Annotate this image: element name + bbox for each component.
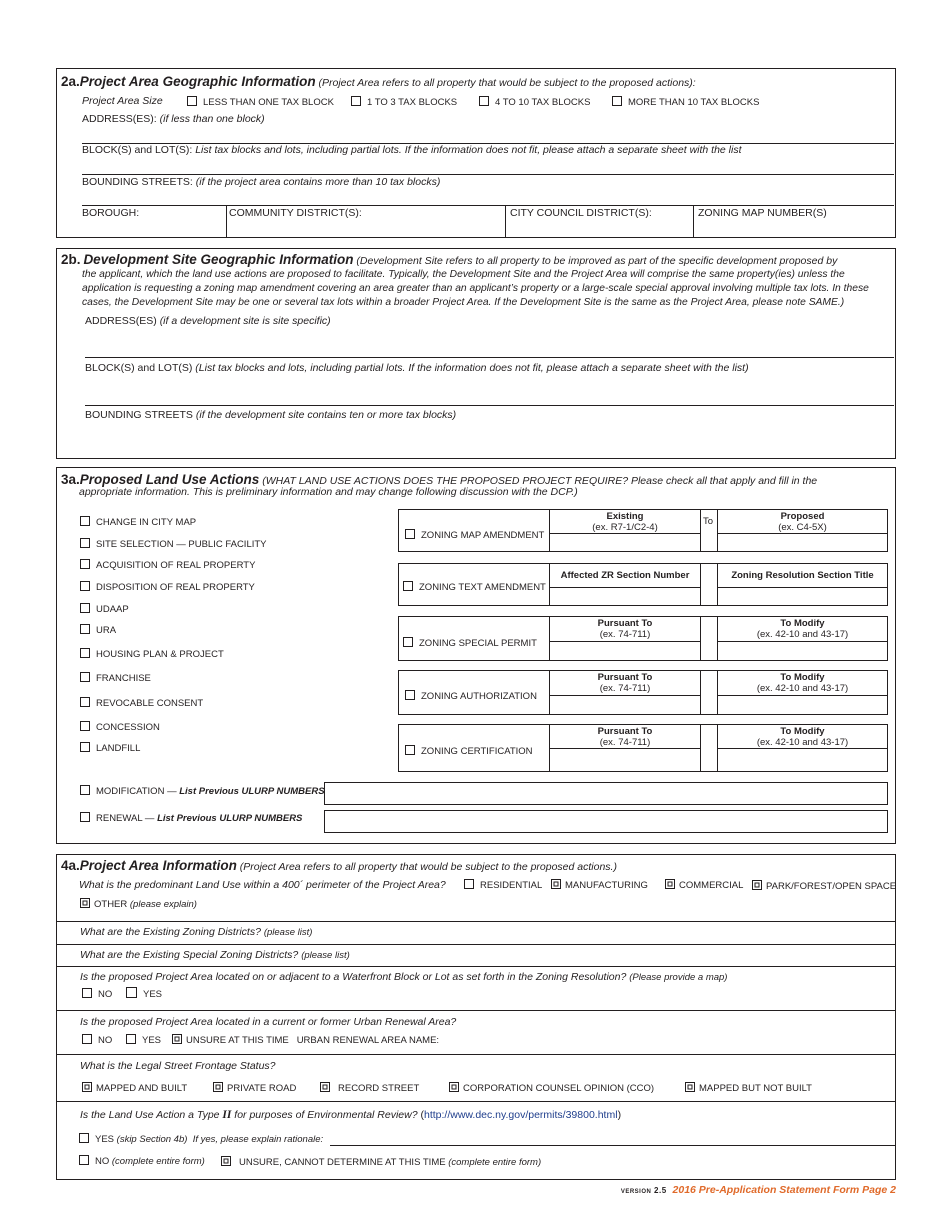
dec-permits-link[interactable]: http://www.dec.ny.gov/permits/39800.html [423, 1109, 618, 1121]
section-2b-heading: 2b. Development Site Geographic Information (Development Site refers to all property to be improved as part of the specific development proposed by [61, 252, 838, 267]
checkbox[interactable] [479, 96, 489, 106]
bounding-streets-label: BOUNDING STREETS: (if the project area contains more than 10 tax blocks) [82, 176, 441, 188]
type2-no[interactable]: NO (complete entire form) [79, 1155, 205, 1167]
size-option-1[interactable]: LESS THAN ONE TAX BLOCK [187, 96, 334, 108]
dev-address-label: ADDRESS(ES) (if a development site is site specific) [85, 315, 331, 327]
zoning-certification-option[interactable]: ZONING CERTIFICATION [405, 745, 533, 757]
action-disposition[interactable]: DISPOSITION OF REAL PROPERTY [80, 581, 255, 593]
special-permit-modify-input[interactable] [718, 642, 887, 660]
authorization-modify-input[interactable] [718, 696, 887, 714]
existing-zoning-input[interactable] [550, 534, 700, 551]
dev-address-input-line[interactable] [85, 357, 894, 358]
landuse-manufacturing[interactable]: MANUFACTURING [551, 879, 648, 891]
existing-zoning-question: What are the Existing Zoning Districts? (please list) [80, 926, 313, 938]
checkbox[interactable] [351, 96, 361, 106]
type2-unsure[interactable]: UNSURE, CANNOT DETERMINE AT THIS TIME (complete entire form) [221, 1156, 541, 1168]
zoning-authorization-option[interactable]: ZONING AUTHORIZATION [405, 690, 537, 702]
city-council-district-field[interactable]: CITY COUNCIL DISTRICT(S): [510, 207, 652, 219]
action-acquisition[interactable]: ACQUISITION OF REAL PROPERTY [80, 559, 255, 571]
section-number: 2a. [61, 74, 80, 89]
section-description: (Project Area refers to all property that would be subject to the proposed actions): [318, 77, 696, 89]
block-lot-field-label: BLOCK(S) and LOT(S): List tax blocks and lots, including partial lots. If the information does not fit, please attach a separate sheet with the list [82, 144, 742, 156]
renewal-ulurp-input[interactable] [324, 810, 888, 833]
section-title: Project Area Information [79, 858, 237, 873]
section-4a-heading: 4a.Project Area Information (Project Area refers to all property that would be subject to the proposed actions.) [61, 858, 617, 873]
renewal-yes[interactable]: YES [126, 1034, 161, 1046]
action-change-city-map[interactable]: CHANGE IN CITY MAP [80, 516, 196, 528]
type2-question: Is the Land Use Action a Type II for purposes of Environmental Review? (http://www.dec.ny.gov/permits/39800.html) [80, 1109, 622, 1121]
action-ura[interactable]: URA [80, 624, 116, 636]
section-2a-heading [61, 74, 696, 89]
street-frontage-question: What is the Legal Street Frontage Status? [80, 1060, 276, 1072]
landuse-commercial[interactable]: COMMERCIAL [665, 879, 743, 891]
page-footer [621, 1184, 896, 1196]
zoning-text-amendment-option[interactable]: ZONING TEXT AMENDMENT [403, 581, 546, 593]
size-option-4[interactable]: MORE THAN 10 TAX BLOCKS [612, 96, 759, 108]
zr-section-input[interactable] [550, 588, 700, 605]
address-field-label: ADDRESS(ES): (if less than one block) [82, 113, 265, 125]
street-mapped-built[interactable]: MAPPED AND BUILT [82, 1082, 187, 1094]
type2-yes[interactable]: YES (skip Section 4b) If yes, please explain rationale: [79, 1133, 323, 1145]
checkbox[interactable] [187, 96, 197, 106]
action-udaap[interactable]: UDAAP [80, 603, 129, 615]
street-mapped-not-built[interactable]: MAPPED BUT NOT BUILT [685, 1082, 812, 1094]
waterfront-question: Is the proposed Project Area located on or adjacent to a Waterfront Block or Lot as set forth in the Zoning Resolution? (Please provide a map) [80, 971, 728, 983]
section-title: Proposed Land Use Actions [79, 472, 260, 487]
dev-block-lot-input-line[interactable] [85, 405, 894, 406]
modification-ulurp-input[interactable] [324, 782, 888, 805]
action-concession[interactable]: CONCESSION [80, 721, 160, 733]
renewal-option[interactable]: RENEWAL — List Previous ULURP NUMBERS [80, 812, 302, 824]
landuse-residential[interactable]: RESIDENTIAL [464, 879, 542, 891]
size-option-3[interactable]: 4 TO 10 TAX BLOCKS [479, 96, 590, 108]
authorization-pursuant-input[interactable] [550, 696, 700, 714]
section-3a-heading: 3a.Proposed Land Use Actions (WHAT LAND USE ACTIONS DOES THE PROPOSED PROJECT REQUIRE? Please check all that apply and fill in the [61, 472, 818, 487]
landuse-other[interactable]: OTHER (please explain) [80, 898, 197, 910]
street-record-street[interactable]: RECORD STREET [320, 1082, 419, 1094]
zr-title-input[interactable] [718, 588, 887, 605]
dev-bounding-streets-label: BOUNDING STREETS (if the development site contains ten or more tax blocks) [85, 409, 457, 421]
proposed-zoning-input[interactable] [718, 534, 887, 551]
district-row-top [82, 205, 894, 206]
action-housing-plan[interactable]: HOUSING PLAN & PROJECT [80, 648, 224, 660]
form-title: 2016 Pre-Application Statement Form Page 2 [672, 1184, 896, 1196]
renewal-unsure[interactable]: UNSURE AT THIS TIME URBAN RENEWAL AREA NAME: [172, 1034, 439, 1046]
action-revocable-consent[interactable]: REVOCABLE CONSENT [80, 697, 203, 709]
version-label: version 2.5 [620, 1186, 667, 1195]
urban-renewal-question: Is the proposed Project Area located in a current or former Urban Renewal Area? [80, 1016, 457, 1028]
borough-field[interactable]: BOROUGH: [82, 207, 140, 219]
certification-modify-input[interactable] [718, 749, 887, 771]
size-option-2[interactable]: 1 TO 3 TAX BLOCKS [351, 96, 457, 108]
checkbox[interactable] [612, 96, 622, 106]
zoning-map-amendment-option[interactable]: ZONING MAP AMENDMENT [405, 529, 544, 541]
action-landfill[interactable]: LANDFILL [80, 742, 140, 754]
zoning-special-permit-option[interactable]: ZONING SPECIAL PERMIT [403, 637, 537, 649]
waterfront-yes[interactable]: YES [126, 987, 162, 1000]
waterfront-no[interactable]: NO [82, 988, 112, 1000]
landuse-question: What is the predominant Land Use within a 400´ perimeter of the Project Area? [79, 879, 446, 891]
section-title: Project Area Geographic Information [79, 74, 316, 89]
block-lot-input-line[interactable] [82, 174, 894, 175]
special-permit-pursuant-input[interactable] [550, 642, 700, 660]
modification-option[interactable]: MODIFICATION — List Previous ULURP NUMBERS [80, 785, 325, 797]
landuse-park[interactable]: PARK/FOREST/OPEN SPACE [752, 880, 896, 892]
urban-renewal-area-name-label: URBAN RENEWAL AREA NAME: [296, 1035, 440, 1046]
action-franchise[interactable]: FRANCHISE [80, 672, 151, 684]
section-title: Development Site Geographic Information [83, 252, 354, 267]
community-district-field[interactable]: COMMUNITY DISTRICT(S): [229, 207, 362, 219]
renewal-no[interactable]: NO [82, 1034, 112, 1046]
street-cco[interactable]: CORPORATION COUNSEL OPINION (CCO) [449, 1082, 654, 1094]
zoning-map-number-field[interactable]: ZONING MAP NUMBER(S) [698, 207, 827, 219]
action-site-selection[interactable]: SITE SELECTION — PUBLIC FACILITY [80, 538, 267, 550]
type2-rationale-input[interactable] [330, 1145, 896, 1146]
section-2b-desc: the applicant, which the land use actions are proposed to facilitate. Typically, the Development Site and the Project Area will comprise the same property(ies) unless the application is requesting a zoning map amendment covering an area greater than an applicant’s property or a large-scale special approval involving multiple tax lots. In these cases, the Development Site may be one or several tax lots within a broader Project Area. If the Development Site is the same as the Project Area, please note SAME.) [82, 269, 869, 308]
project-area-size-label: Project Area Size [82, 95, 163, 107]
existing-special-zoning-question: What are the Existing Special Zoning Districts? (please list) [80, 949, 350, 961]
street-private-road[interactable]: PRIVATE ROAD [213, 1082, 296, 1094]
dev-block-lot-label: BLOCK(S) and LOT(S) (List tax blocks and lots, including partial lots. If the information does not fit, please attach a separate sheet with the list) [85, 362, 749, 374]
section-3a-desc: appropriate information. This is preliminary information and may change following discussion with the DCP.) [79, 486, 578, 498]
certification-pursuant-input[interactable] [550, 749, 700, 771]
